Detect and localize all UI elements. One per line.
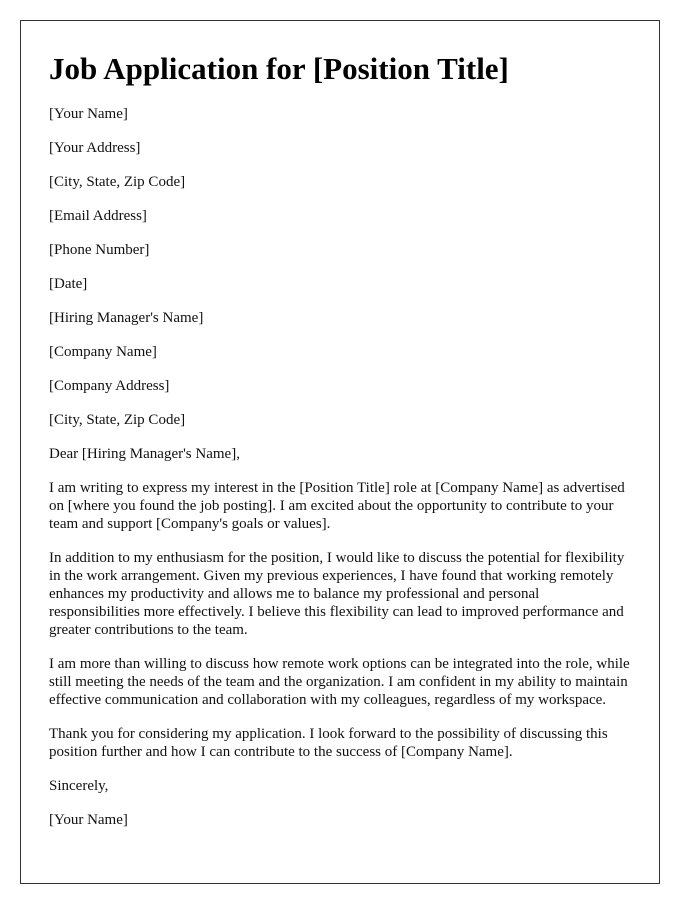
body-paragraph-4: Thank you for considering my application. I look forward to the possibility of discussing this position further and how I can contribute to the success of [Company Name]. xyxy=(49,726,608,760)
sender-email: [Email Address] xyxy=(49,208,147,224)
recipient-company-address: [Company Address] xyxy=(49,378,170,394)
salutation: Dear [Hiring Manager's Name], xyxy=(49,446,240,462)
sender-name: [Your Name] xyxy=(49,106,128,122)
recipient-block xyxy=(49,309,631,429)
closing: Sincerely, xyxy=(49,778,109,794)
recipient-manager-name: [Hiring Manager's Name] xyxy=(49,310,204,326)
letter-page xyxy=(20,20,660,884)
letter-body xyxy=(49,479,631,761)
signature-name: [Your Name] xyxy=(49,812,128,828)
recipient-city-state-zip: [City, State, Zip Code] xyxy=(49,412,186,428)
body-paragraph-3: I am more than willing to discuss how remote work options can be integrated into the role, while still meeting the needs of the team and the organization. I am confident in my ability to maintain effective communication and collaboration with my colleagues, regardless of my workspace. xyxy=(49,656,630,708)
letter-date: [Date] xyxy=(49,276,88,292)
sender-block xyxy=(49,105,631,293)
letter-title: Job Application for [Position Title] xyxy=(49,51,509,86)
body-paragraph-2: In addition to my enthusiasm for the position, I would like to discuss the potential for flexibility in the work arrangement. Given my previous experiences, I have found that working remotely enhances my productivity and allows me to balance my professional and personal responsibilities more effectively. I believe this flexibility can lead to improved performance and greater contributions to the team. xyxy=(49,550,625,638)
sender-address: [Your Address] xyxy=(49,140,141,156)
recipient-company-name: [Company Name] xyxy=(49,344,157,360)
sender-city-state-zip: [City, State, Zip Code] xyxy=(49,174,186,190)
sender-phone: [Phone Number] xyxy=(49,242,150,258)
body-paragraph-1: I am writing to express my interest in the [Position Title] role at [Company Name] as advertised on [where you found the job posting]. I am excited about the opportunity to contribute to your team and support [Company's goals or values]. xyxy=(49,480,625,532)
